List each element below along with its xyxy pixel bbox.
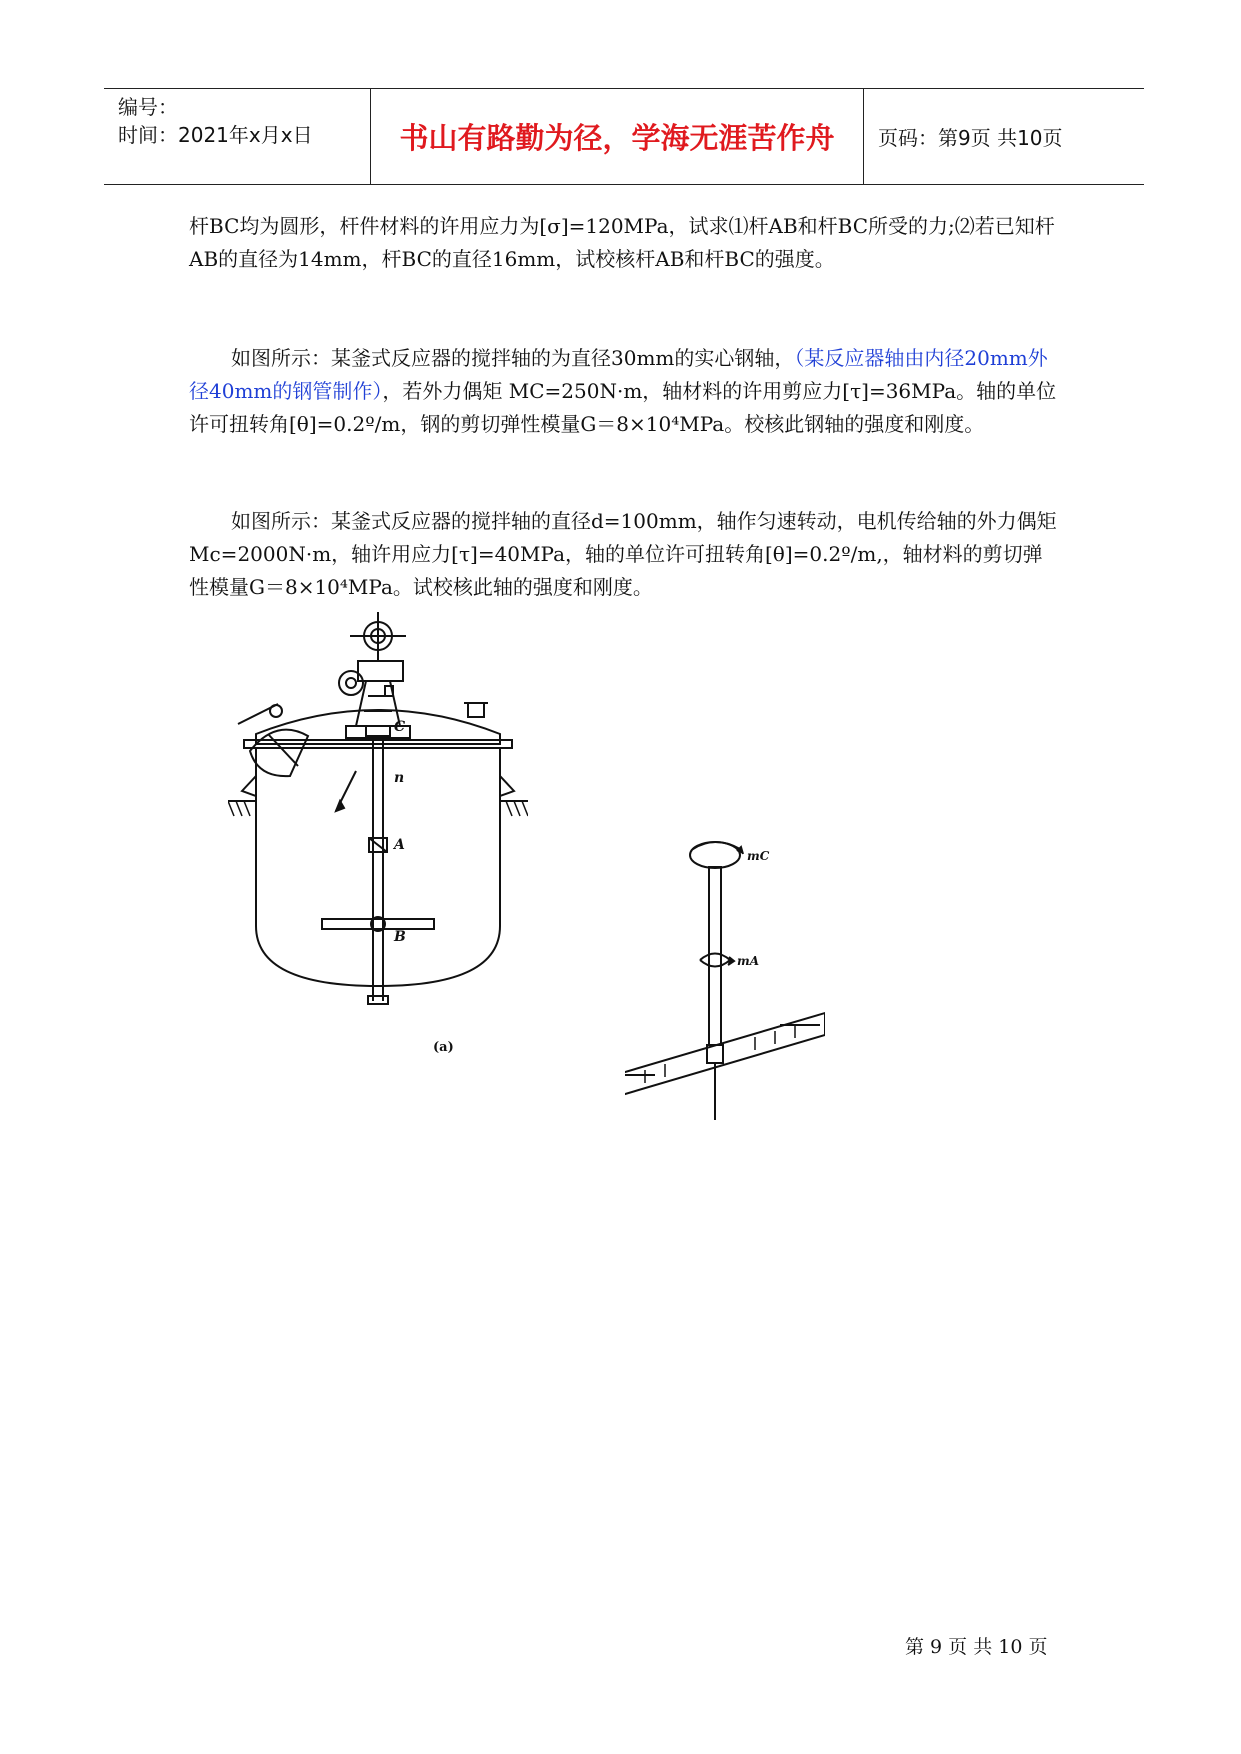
header-motto: 书山有路勤为径，学海无涯苦作舟 [371,89,864,184]
time-label: 时间：2021年x月x日 [118,123,313,147]
label-ma: mA [737,954,760,968]
header-page-number: 页码：第9页 共10页 [878,126,1063,150]
label-n: n [394,770,405,786]
paragraph-shaft-problem-2 [189,505,1059,604]
figure-caption: (a) [433,1040,454,1055]
paragraph-rod-problem: 杆BC均为圆形，杆件材料的许用应力为[σ]=120MPa，试求⑴杆AB和杆BC所受的力;⑵若已知杆AB的直径为14mm，杆BC的直径16mm，试校核杆AB和杆BC的强度。 [189,214,1055,271]
paragraph-text: 如图所示：某釜式反应器的搅拌轴的为直径30mm的实心钢轴， [231,346,795,370]
paragraph-shaft-problem-1 [189,342,1059,441]
page-header [104,88,1144,185]
paragraph-text: 如图所示：某釜式反应器的搅拌轴的直径d=100mm，轴作匀速转动，电机传给轴的外力偶矩Mc=2000N·m，轴许用应力[τ]=40MPa，轴的单位许可扭转角[θ]=0.2º/m,，轴材料的剪切弹性模量G＝8×10⁴MPa。试校核此轴的强度和刚度。 [189,509,1057,599]
header-meta [104,89,371,184]
label-mc: mC [747,849,770,863]
reactor-vessel-figure [228,606,528,1126]
shaft-torque-figure [625,835,825,1125]
label-b: B [394,929,406,945]
paragraph-text: ，若外力偶矩 MC=250N·m，轴材料的许用剪应力[τ]=36MPa。轴的单位许可扭转角[θ]=0.2º/m，钢的剪切弹性模量G＝8×10⁴MPa。校核此钢轴的强度和刚度。 [189,379,1057,436]
page-footer: 第 9 页 共 10 页 [905,1636,1048,1658]
label-a: A [394,837,405,853]
label-c: C [394,719,406,735]
serial-number-label: 编号： [118,95,178,119]
paragraph-highlight: （某反应器轴由内径20mm外径40mm的钢管制作） [189,346,1048,403]
